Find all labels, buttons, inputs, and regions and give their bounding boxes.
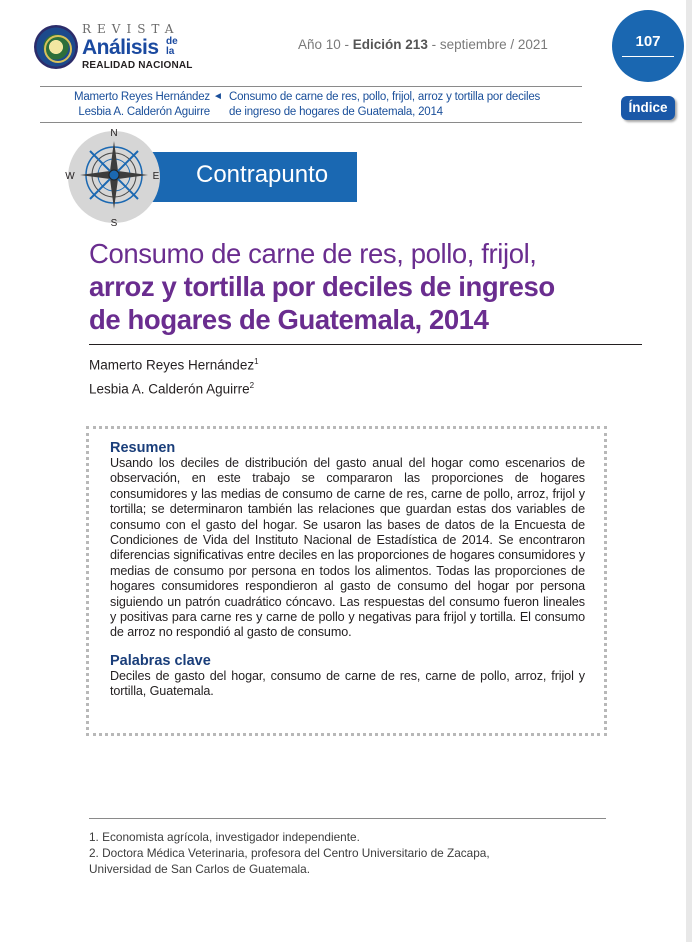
header-rule-top xyxy=(40,86,582,87)
footnote-1: 1. Economista agrícola, investigador independiente. xyxy=(89,830,360,844)
footnotes xyxy=(89,829,609,877)
author-2: Lesbia A. Calderón Aguirre$^2$ xyxy=(89,381,255,397)
compass-n: N xyxy=(110,128,118,139)
header-rule-bottom xyxy=(40,122,582,123)
abstract-content xyxy=(110,440,585,700)
issue-info: Año 10 - Edición 213 - septiembre / 2021 xyxy=(298,37,548,52)
logo-revista: REVISTA xyxy=(82,22,180,36)
logo-de-la: de la xyxy=(166,36,178,57)
footnote-rule xyxy=(89,818,606,819)
seal-ring xyxy=(44,35,72,63)
compass-e: E xyxy=(152,171,160,182)
issue-year: Año 10 xyxy=(298,37,341,52)
issue-edition: Edición 213 xyxy=(352,37,428,52)
arrow-left-icon: ◄ xyxy=(213,91,223,102)
issue-date: septiembre / 2021 xyxy=(439,37,548,52)
running-header-title[interactable]: Consumo de carne de res, pollo, frijol, arroz y tortilla por deciles de ingreso de hogares de Guatemala, 2014 xyxy=(229,91,541,118)
running-header-authors: Mamerto Reyes Hernández Lesbia A. Calderón Aguirre xyxy=(73,91,210,118)
footnote-2: 2. Doctora Médica Veterinaria, profesora del Centro Universitario de Zacapa, xyxy=(89,846,490,860)
logo-realidad-nacional: REALIDAD NACIONAL xyxy=(82,60,193,71)
compass-s: S xyxy=(110,218,118,227)
footnote-2-cont: Universidad de San Carlos de Guatemala. xyxy=(89,862,310,876)
keywords-text: Deciles de gasto del hogar, consumo de carne de res, carne de pollo, arroz, frijol y tortilla, Guatemala. xyxy=(110,668,585,699)
author-1: Mamerto Reyes Hernández$^1$ xyxy=(89,357,259,373)
page-edge xyxy=(686,0,692,942)
section-label: Contrapunto xyxy=(196,161,329,188)
keywords-heading: Palabras clave xyxy=(110,652,211,669)
page-badge-line xyxy=(622,56,674,57)
page-number: 107 xyxy=(635,33,661,50)
title-rule xyxy=(89,344,642,345)
abstract-heading: Resumen xyxy=(110,440,176,456)
article-title: Consumo de carne de res, pollo, frijol, arroz y tortilla por deciles de ingreso de hogares de Guatemala, 2014 xyxy=(89,238,555,335)
abstract-text: Usando los deciles de distribución del gasto anual del hogar como escenarios de observación, en este trabajo se compararon las proporciones de hogares consumidores y las medias de consumo de carne de res, carne de pollo, arroz, frijol y tortilla; se determinaron también las relaciones que guardan estas dos variables de consumo con el gasto del hogar. Se usaron las bases de datos de la Encuesta de Condiciones de Vida del Instituto Nacional de Estadística de 2014. Se encontraron diferencias significativas entre deciles en las proporciones de hogares consumidores y medias de consumo por persona en todos los alimentos. Todas las proporciones de hogares consumidores respondieron al gasto de consumo del hogar por persona siguiendo un patrón cuadrático cóncavo. Las respuestas del consumo fueron lineales y positivas para carne res y carne de pollo y negativas para frijol y tortilla. El consumo de arroz no respondió al gasto de consumo. xyxy=(110,456,585,640)
indice-button[interactable]: Índice xyxy=(621,96,675,120)
compass-rose-icon xyxy=(64,127,164,227)
logo-analisis: Análisis xyxy=(82,36,159,59)
compass-w: W xyxy=(65,171,75,182)
